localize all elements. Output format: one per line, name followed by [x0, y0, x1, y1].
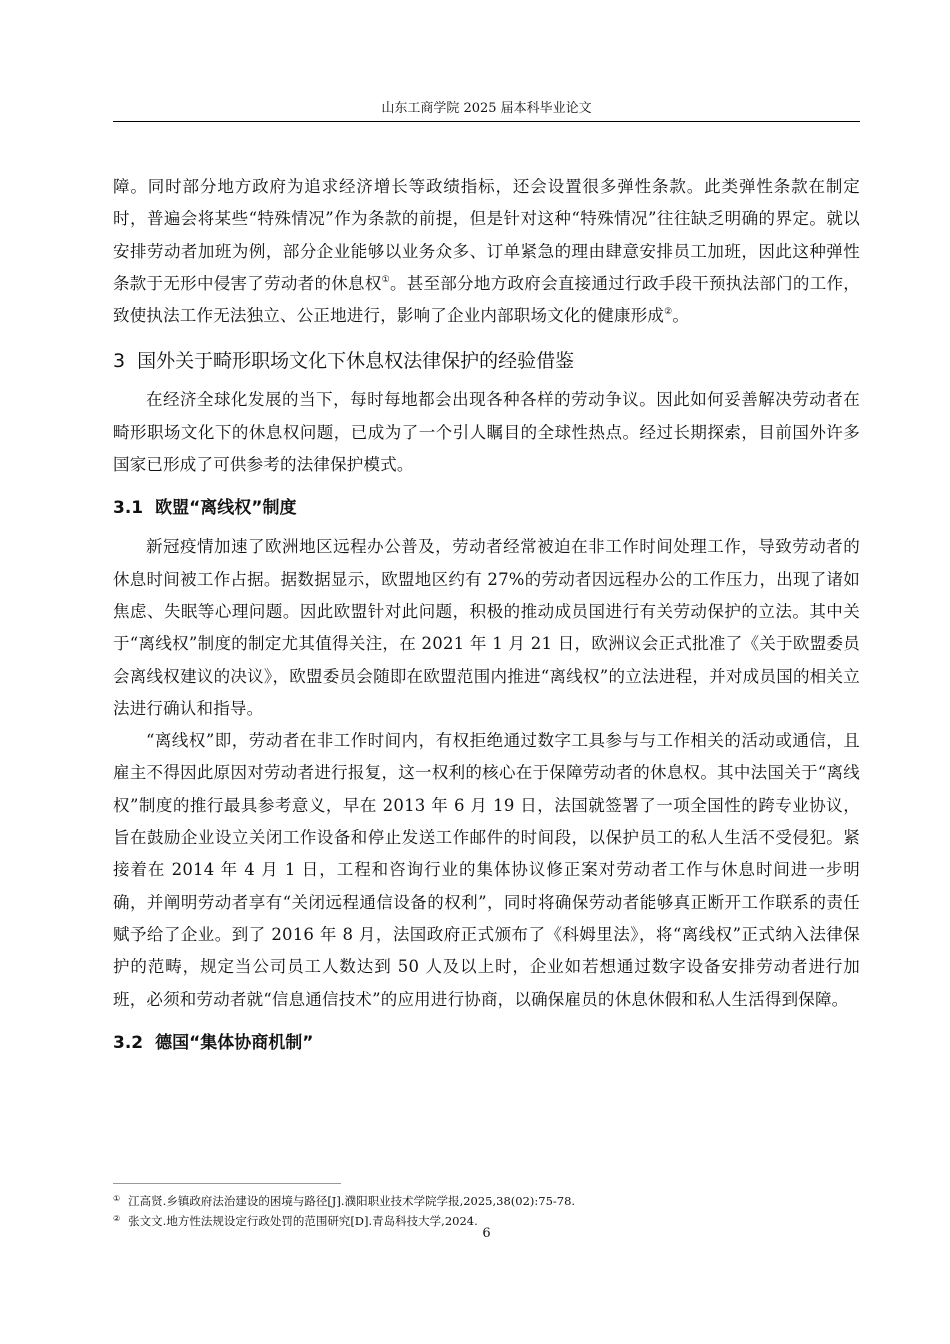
- section-3-title: 国外关于畸形职场文化下休息权法律保护的经验借鉴: [137, 350, 575, 373]
- header-rule: [113, 121, 860, 122]
- footnote-ref-2[interactable]: ②: [664, 307, 673, 318]
- paragraph-continuation: [113, 171, 860, 332]
- footnote-1: [113, 1190, 860, 1210]
- main-body: [113, 171, 860, 1066]
- footnote-ref-1[interactable]: ①: [381, 274, 390, 285]
- running-header: 山东工商学院 2025 届本科毕业论文: [381, 101, 592, 116]
- p1-text-mid: 。甚至部分地方政府会直接通过行政手段干预执法部门的工作，致使执法工作无法独立、公正地进行，影响了企业内部职场文化的健康形成: [113, 273, 860, 326]
- section-3-heading: [113, 344, 860, 378]
- footnotes: [113, 1190, 860, 1230]
- section-3-intro: 在经济全球化发展的当下，每时每地都会出现各种各样的劳动争议。因此如何妥善解决劳动者在畸形职场文化下的休息权问题，已成为了一个引人瞩目的全球性热点。经过长期探索，目前国外许多国家已形成了可供参考的法律保护模式。: [113, 390, 860, 475]
- p1-text-end: 。: [672, 306, 690, 326]
- section-3-1-para-1: 新冠疫情加速了欧洲地区远程办公普及，劳动者经常被迫在非工作时间处理工作，导致劳动者的休息时间被工作占据。据数据显示，欧盟地区约有 27%的劳动者因远程办公的工作压力，出现了诸如焦虑、失眠等心理问题。因此欧盟针对此问题，积极的推动成员国进行有关劳动保护的立法。其中关于“离线权”制度的制定尤其值得关注，在 2021 年 1 月 21 日，欧洲议会正式批准了《关于欧盟委员会离线权建议的决议》，欧盟委员会随即在欧盟范围内推进“离线权”的立法进程，并对成员国的相关立法进行确认和指导。: [113, 537, 860, 718]
- section-3-1-para-2: “离线权”即，劳动者在非工作时间内，有权拒绝通过数字工具参与与工作相关的活动或通信，且雇主不得因此原因对劳动者进行报复，这一权利的核心在于保障劳动者的休息权。其中法国关于“离线权”制度的推行最具参考意义，早在 2013 年 6 月 19 日，法国就签署了一项全国性的跨专业协议，旨在鼓励企业设立关闭工作设备和停止发送工作邮件的时间段，以保护员工的私人生活不受侵犯。紧接着在 2014 年 4 月 1 日，工程和咨询行业的集体协议修正案对劳动者工作与休息时间进一步明确，并阐明劳动者享有“关闭远程通信设备的权利”，同时将确保劳动者能够真正断开工作联系的责任赋予给了企业。到了 2016 年 8 月，法国政府正式颁布了《科姆里法》，将“离线权”正式纳入法律保护的范畴，规定当公司员工人数达到 50 人及以上时，企业如若想通过数字设备安排劳动者进行加班，必须和劳动者就“信息通信技术”的应用进行协商，以确保雇员的休息休假和私人生活得到保障。: [113, 731, 860, 1009]
- footnote-text: 张文文.地方性法规设定行政处罚的范围研究[D].青岛科技大学,2024.: [128, 1214, 478, 1228]
- footnote-rule: [113, 1183, 341, 1184]
- p1-text: 障。同时部分地方政府为追求经济增长等政绩指标，还会设置很多弹性条款。此类弹性条款在制定时，普遍会将某些“特殊情况”作为条款的前提，但是针对这种“特殊情况”往往缺乏明确的界定。就以安排劳动者加班为例，部分企业能够以业务众多、订单紧急的理由肆意安排员工加班，因此这种弹性条款于无形中侵害了劳动者的休息权: [113, 177, 860, 293]
- footnote-mark: ①: [113, 1194, 121, 1203]
- section-3-2-title: 德国“集体协商机制”: [155, 1032, 314, 1053]
- section-3-2-heading: [113, 1028, 860, 1058]
- section-3-1-title: 欧盟“离线权”制度: [155, 498, 297, 519]
- section-3-number: 3: [113, 350, 126, 373]
- page-number: 6: [482, 1226, 491, 1241]
- section-3-1-heading: [113, 493, 860, 523]
- section-3-1-number: 3.1: [113, 498, 144, 519]
- footnote-mark: ②: [113, 1214, 121, 1223]
- footnote-text: 江高贤.乡镇政府法治建设的困境与路径[J].濮阳职业技术学院学报,2025,38(02):75-78.: [128, 1194, 576, 1208]
- section-3-2-number: 3.2: [113, 1032, 144, 1053]
